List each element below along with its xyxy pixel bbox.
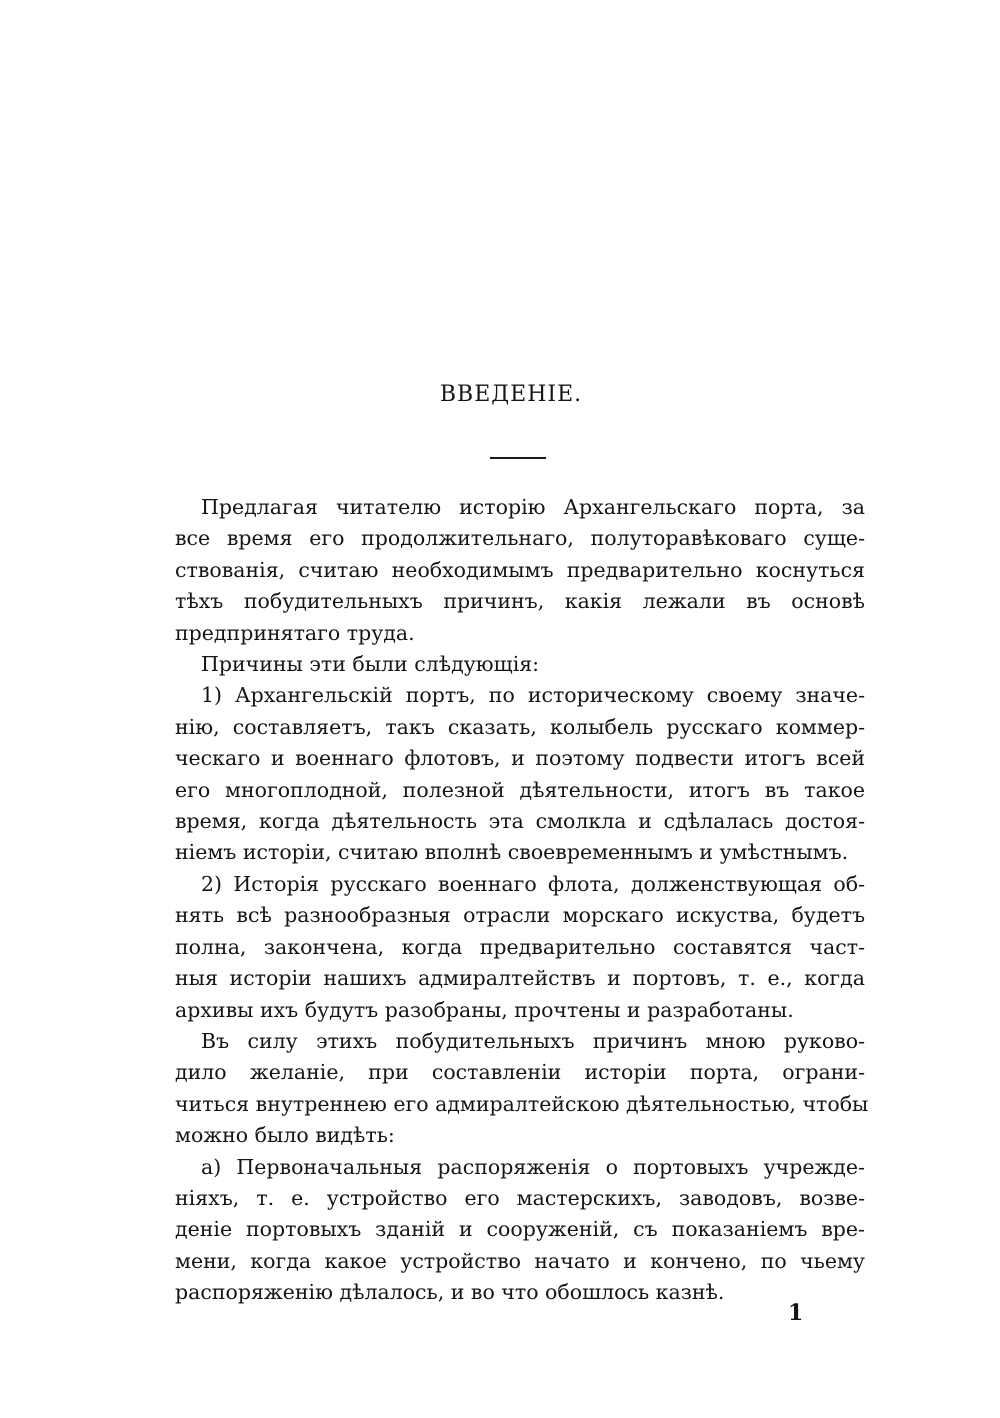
body-text	[175, 492, 869, 1309]
text-line: полна, закончена, когда предварительно составятся част-	[175, 934, 865, 959]
text-line: читься внутреннею его адмиралтейскою дѣятельностью, чтобы	[175, 1091, 869, 1116]
text-line: время, когда дѣятельность эта смолкла и сдѣлалась достоя-	[175, 809, 865, 834]
text-line: Предлагая читателю исторію Архангельскаго порта, за	[201, 495, 865, 519]
text-line: 2) Исторія русскаго военнаго флота, долженствующая об-	[201, 871, 865, 896]
text-line: распоряженію дѣлалось, и во что обошлось казнѣ.	[175, 1280, 725, 1305]
text-line: деніе портовыхъ зданій и сооруженій, съ показаніемъ вре-	[175, 1217, 865, 1242]
text-line: его многоплодной, полезной дѣятельности, итогъ въ такое	[175, 777, 865, 802]
text-line: Въ силу этихъ побудительныхъ причинъ мною руково-	[201, 1028, 865, 1053]
text-line: ніемъ исторіи, считаю вполнѣ своевременнымъ и умѣстнымъ.	[175, 840, 849, 865]
text-line: мени, когда какое устройство начато и кончено, по чьему	[175, 1248, 865, 1273]
text-line: ныя исторіи нашихъ адмиралтействъ и портовъ, т. е., когда	[175, 966, 865, 991]
text-line: Причины эти были слѣдующія:	[201, 652, 540, 677]
text-line: ческаго и военнаго флотовъ, и поэтому подвести итогъ всей	[175, 746, 865, 771]
text-line: а) Первоначальныя распоряженія о портовыхъ учрежде-	[201, 1154, 865, 1179]
text-line: можно было видѣть:	[175, 1123, 395, 1148]
text-line: нять всѣ разнообразныя отрасли морскаго искуства, будетъ	[175, 903, 865, 928]
text-line: нію, составляетъ, такъ сказать, колыбель русскаго коммер-	[175, 714, 865, 739]
chapter-title: ВВЕДЕНІЕ.	[439, 382, 583, 407]
text-line: ніяхъ, т. е. устройство его мастерскихъ, заводовъ, возве-	[175, 1185, 865, 1210]
text-line: архивы ихъ будутъ разобраны, прочтены и разработаны.	[175, 997, 794, 1022]
text-line: ствованія, считаю необходимымъ предварительно коснуться	[175, 557, 865, 582]
page-number: 1	[788, 1300, 804, 1326]
text-line: дило желаніе, при составленіи исторіи порта, ограни-	[175, 1060, 865, 1085]
text-line: 1) Архангельскій портъ, по историческому своему значе-	[201, 683, 865, 708]
text-line: предпринятаго труда.	[175, 620, 415, 645]
title-rule	[490, 457, 546, 459]
text-line: тѣхъ побудительныхъ причинъ, какія лежали въ основѣ	[175, 589, 865, 614]
text-line: все время его продолжительнаго, полуторавѣковаго суще-	[175, 526, 865, 551]
